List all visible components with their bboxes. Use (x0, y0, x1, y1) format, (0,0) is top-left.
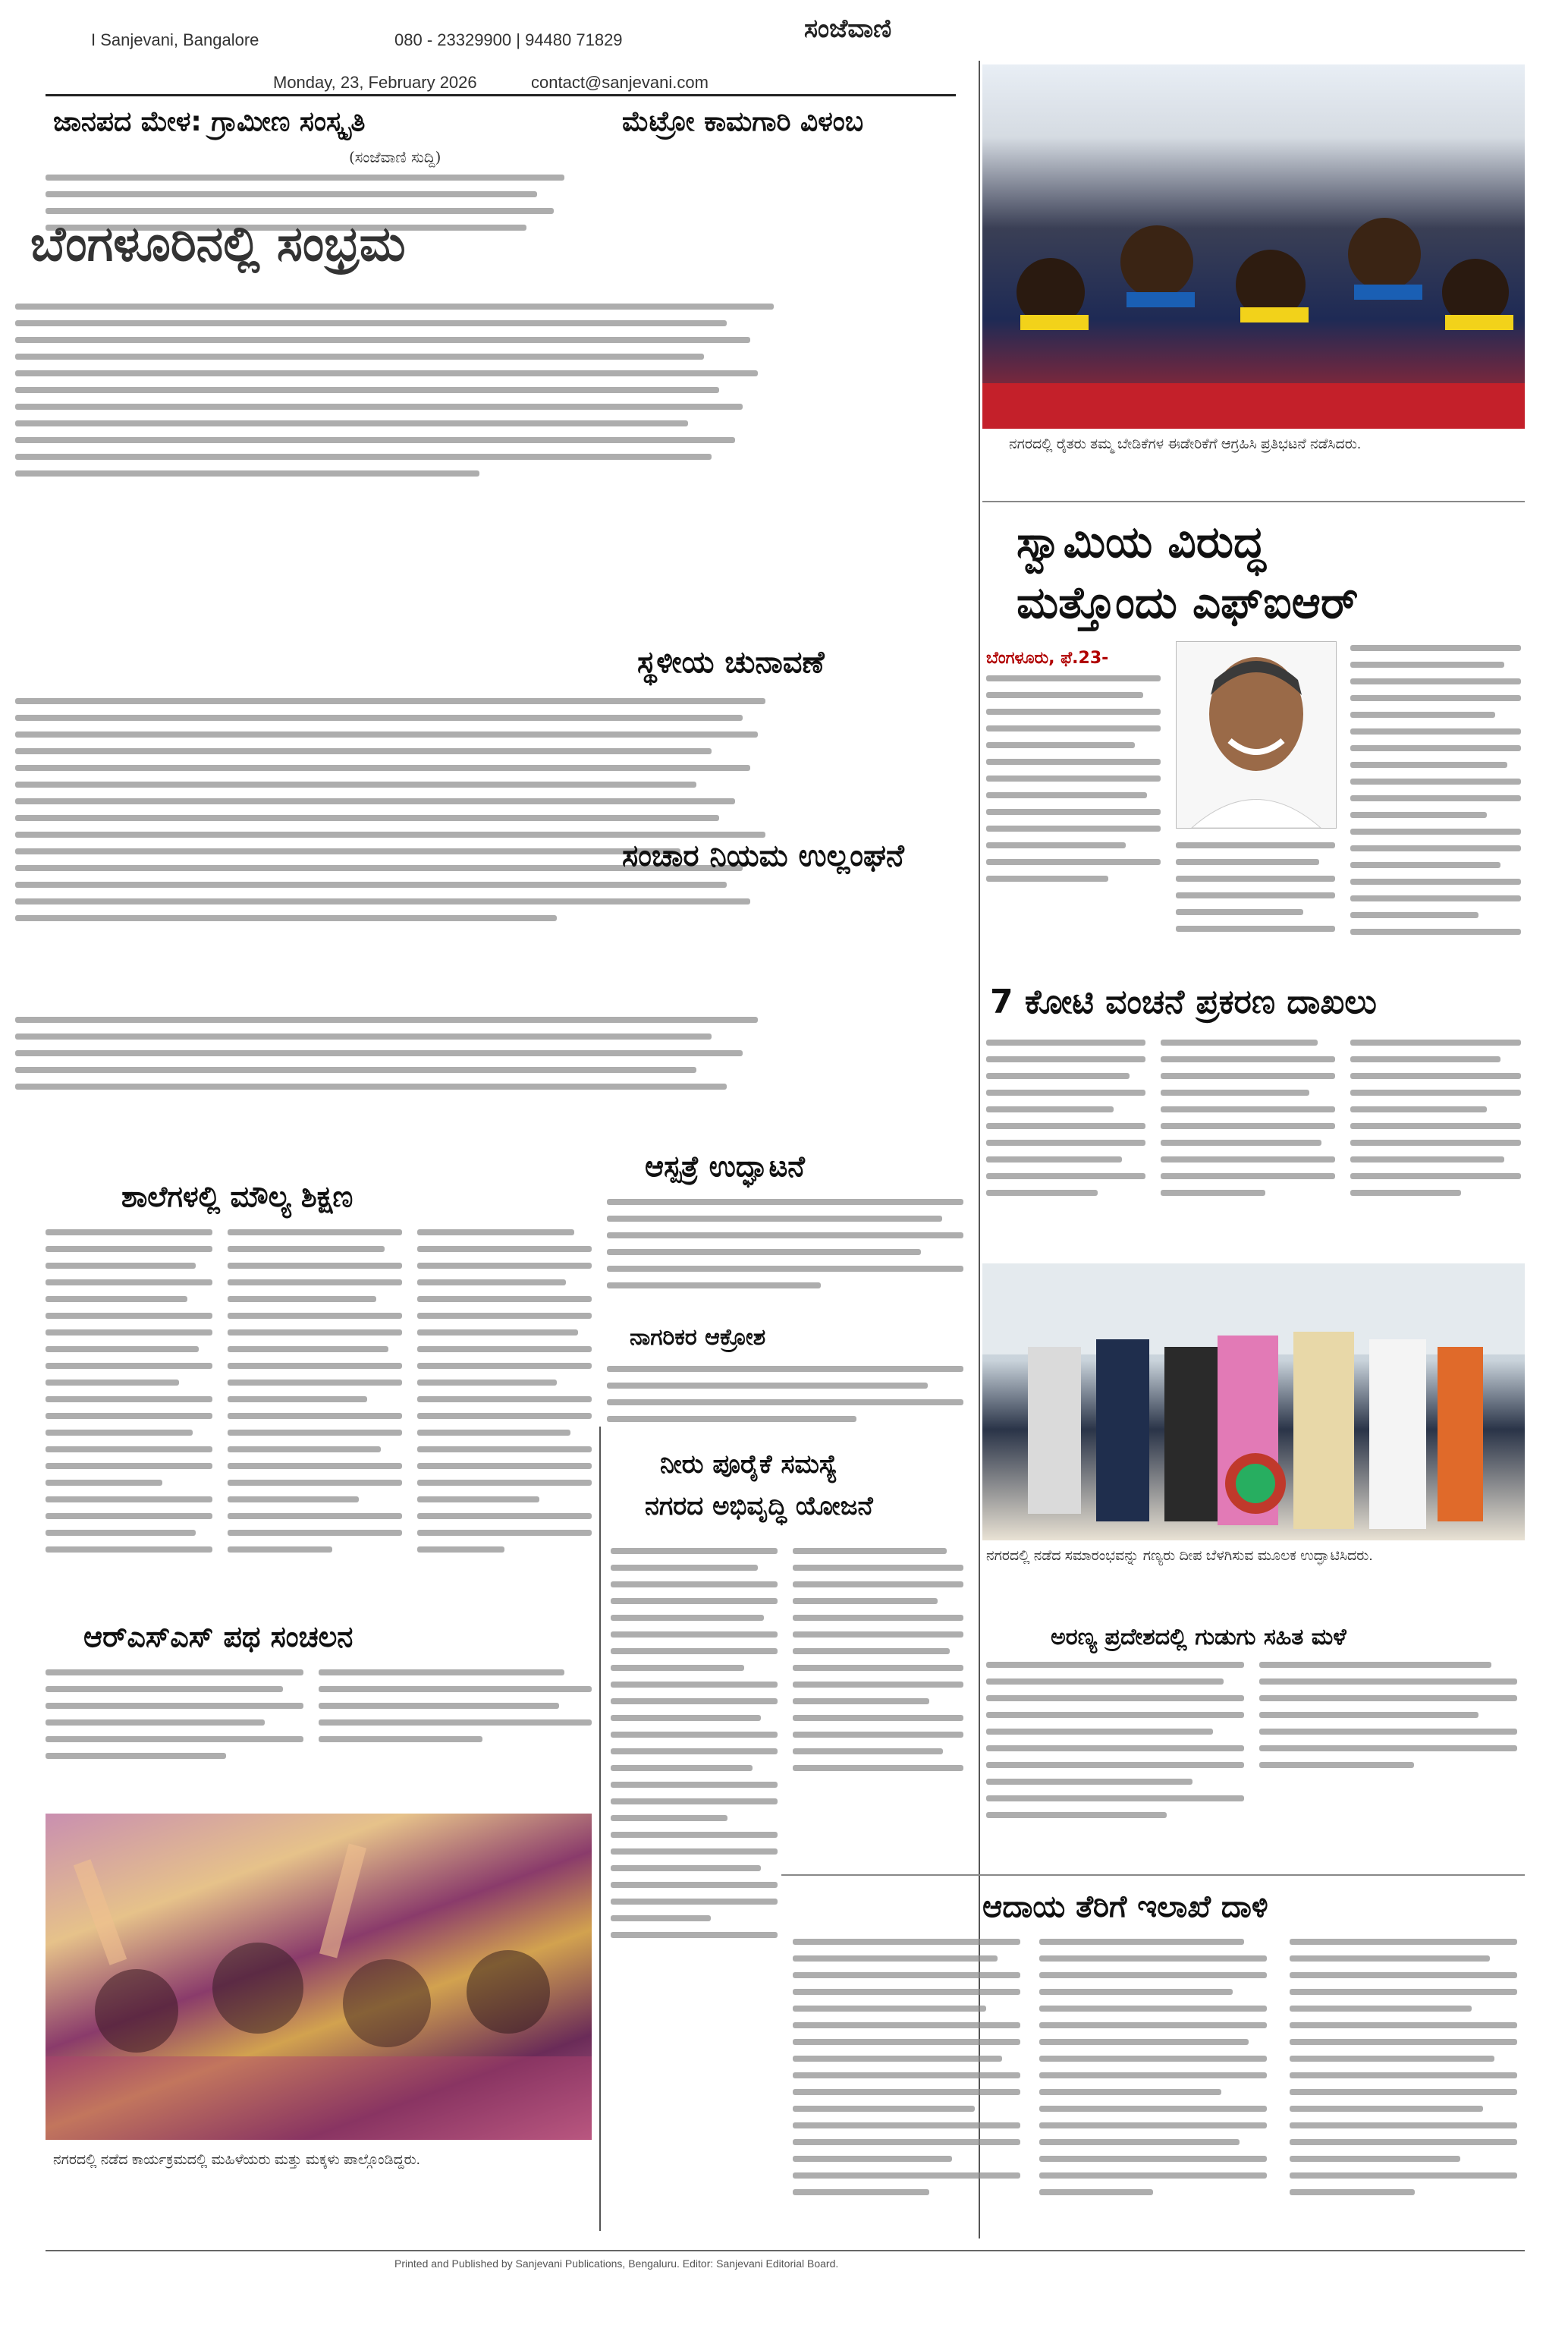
left-rss-body-b (319, 1669, 592, 1753)
left-photo-caption: ನಗರದಲ್ಲಿ ನಡೆದ ಕಾರ್ಯಕ್ರಮದಲ್ಲಿ ಮಹಿಳೆಯರು ಮತ್ತು ಮಕ್ಕಳು ಪಾಲ್ಗೊಂಡಿದ್ದರು. (53, 2152, 420, 2168)
middle-headline-1: ಮೆಟ್ರೋ ಕಾಮಗಾರಿ ವಿಳಂಬ (622, 106, 864, 137)
crowd-photo-art (46, 1814, 592, 2140)
edition-label: I Sanjevani, Bangalore (91, 30, 259, 49)
bottom-col-a (793, 1939, 1020, 2206)
left-top-headline: ಜಾನಪದ ಮೇಳ: ಗ್ರಾಮೀಣ ಸಂಸ್ಕೃತಿ (53, 106, 366, 137)
middle-headline-5: ನಾಗರಿಕರ ಆಕ್ರೋಶ (630, 1324, 766, 1351)
masthead-rule (46, 94, 956, 96)
left-subhead: (ಸಂಜೆವಾಣಿ ಸುದ್ದಿ) (349, 148, 441, 166)
ceremony-photo-caption: ನಗರದಲ್ಲಿ ನಡೆದ ಸಮಾರಂಭವನ್ನು ಗಣ್ಯರು ದೀಪ ಬೆಳಗಿಸುವ ಮೂಲಕ ಉದ್ಘಾಟಿಸಿದರು. (986, 1548, 1373, 1564)
right-section-rule-1 (982, 501, 1525, 502)
protest-photo-art (982, 64, 1525, 429)
column-rule-middle (599, 1427, 601, 2231)
middle-headline-2: ಸ್ಥಳೀಯ ಚುನಾವಣೆ (637, 645, 825, 680)
right-headline-it-raid: ಆದಾಯ ತೆರಿಗೆ ಇಲಾಖೆ ದಾಳಿ (982, 1889, 1268, 1924)
right-headline-rain: ಅರಣ್ಯ ಪ್ರದೇಶದಲ್ಲಿ ಗುಡುಗು ಸಹಿತ ಮಳೆ (1051, 1624, 1346, 1650)
crowd-photo-left (46, 1814, 592, 2140)
right-section-rule-2 (781, 1874, 1525, 1876)
paper-logo: ಸಂಜೆವಾಣಿ (804, 14, 892, 44)
right-story-col-b (1350, 645, 1521, 945)
bottom-col-c (1290, 1939, 1517, 2206)
phone-line: 080 - 23329900 | 94480 71829 (394, 30, 623, 49)
portrait-photo (1176, 641, 1337, 829)
left-big-headline: ಬೆಂಗಳೂರಿನಲ್ಲಿ ಸಂಭ್ರಮ (30, 216, 406, 272)
middle-body-block (607, 1199, 963, 1299)
date-label: Monday, 23, February 2026 (273, 73, 477, 92)
protest-photo-caption: ನಗರದಲ್ಲಿ ರೈತರು ತಮ್ಮ ಬೇಡಿಕೆಗಳ ಈಡೇರಿಕೆಗೆ ಆಗ್ರಹಿಸಿ ಪ್ರತಿಭಟನೆ ನಡೆಸಿದರು. (1009, 436, 1362, 452)
bottom-col-b (1039, 1939, 1267, 2206)
ceremony-photo-art (982, 1263, 1525, 1540)
middle-body-block-2 (607, 1366, 963, 1433)
right-story-col-a (986, 675, 1161, 892)
right-big-headline-1: ಸ್ವಾಮಿಯ ವಿರುದ್ಧ (1017, 516, 1266, 568)
left-body-block-3 (15, 698, 789, 932)
ceremony-photo (982, 1263, 1525, 1540)
right-rain-col-b (1259, 1662, 1517, 1779)
left-headline-schools: ಶಾಲೆಗಳಲ್ಲಿ ಮೌಲ್ಯ ಶಿಕ್ಷಣ (121, 1180, 354, 1213)
middle-col-b (793, 1548, 963, 1782)
footer-imprint: Printed and Published by Sanjevani Publications, Bengaluru. Editor: Sanjevani Editorial Board. (394, 2257, 839, 2270)
right-7-col-a (986, 1040, 1145, 1207)
protest-photo (982, 64, 1525, 429)
middle-headline-6a: ನೀರು ಪೂರೈಕೆ ಸಮಸ್ಯೆ (660, 1449, 837, 1480)
right-dateline: ಬೆಂಗಳೂರು, ಫೆ.23- (986, 649, 1109, 668)
left-column-b (228, 1229, 402, 1563)
portrait-art (1177, 642, 1336, 828)
middle-headline-3: ಸಂಚಾರ ನಿಯಮ ಉಲ್ಲಂಘನೆ (622, 838, 904, 873)
left-body-block-4 (15, 1017, 789, 1100)
left-column-a (46, 1229, 212, 1563)
column-rule-right (979, 61, 980, 2238)
footer-rule (46, 2250, 1525, 2251)
right-rain-col-a (986, 1662, 1244, 1829)
left-rss-body-a (46, 1669, 303, 1770)
left-body-block-2 (15, 304, 789, 487)
right-headline-7crore: 7 ಕೋಟಿ ವಂಚನೆ ಪ್ರಕರಣ ದಾಖಲು (990, 983, 1377, 1021)
left-headline-rss: ಆರ್‌ಎಸ್‌ಎಸ್ ಪಥ ಸಂಚಲನ (83, 1620, 354, 1653)
right-7-col-b (1161, 1040, 1335, 1207)
right-7-col-c (1350, 1040, 1521, 1207)
right-big-headline-2: ಮತ್ತೊಂದು ಎಫ್‌ಐಆರ್ (1017, 577, 1359, 628)
left-column-c (417, 1229, 592, 1563)
right-story-col-c (1176, 842, 1335, 942)
email-label: contact@sanjevani.com (531, 73, 709, 92)
middle-headline-6b: ನಗರದ ಅಭಿವೃದ್ಧಿ ಯೋಜನೆ (645, 1491, 873, 1521)
middle-col-a (611, 1548, 778, 1949)
middle-headline-4: ಆಸ್ಪತ್ರೆ ಉದ್ಘಾಟನೆ (645, 1150, 805, 1183)
